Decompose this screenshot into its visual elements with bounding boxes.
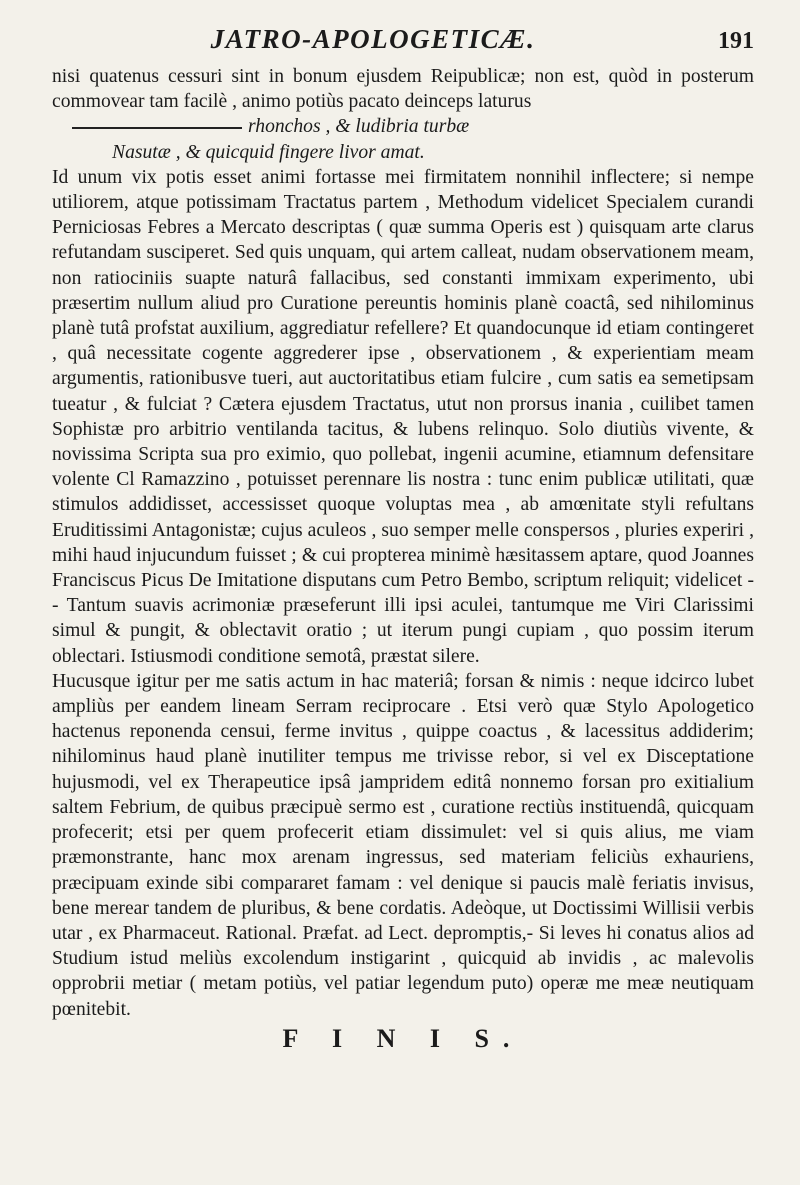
paragraph-main: Id unum vix potis esset animi fortasse mei firmitatem nonnihil inflectere; si nempe utiliorem, atque potissimam Tractatus partem , Methodum videlicet Specialem curandi Perniciosas Febres a Mercato descriptas ( quæ summa Operis est ) quisquam arte clarus refutandam susciperet. Sed quis unquam, qui artem calleat, nudam observationem meam, non ratiociniis suapte naturâ fallacibus, sed constanti immixam experimento, ubi præsertim nullum aliud pro Curatione pereuntis hominis planè coactâ, sed nihilominus planè tutâ profstat auxilium, aggrediatur refellere? Et quandocunque id etiam contingeret , quâ necessitate cogente aggrederer ipse , observationem , & experientiam meam argumentis, rationibusve tueri, aut auctoritatibus etiam fulcire , cum satis ea semetipsam tueatur , & fulciat ? Cætera ejusdem Tractatus, utut non prorsus inania , cuilibet tamen Sophistæ pro arbitrio ventilanda tacitus, & lubens relinquo. Solo diutiùs vivente, & novissima Scripta sua pro eximio, quo pollebat, ingenii acumine, etiamnum defensitare volente Cl Ramazzino , potuisset perennare lis nostra : tunc enim publicæ utilitati, quæ stimulos addidisset, accessisset quoque voluptas mea , ab amœnitate styli refultans Eruditissimi Antagonistæ; cujus aculeos , suo semper melle conspersos , pluries experiri , mihi haud injucundum fuisset ; & cui propterea minimè hæsitassem aptare, quod Joannes Franciscus Picus De Imitatione disputans cum Petro Bembo, scriptum reliquit; videlicet -- Tantum suavis acrimoniæ præseferunt illi ipsi aculei, tantumque me Viri Clarissimi simul & pungit, & oblectavit oratio ; ut iterum pungi cupiam , quo possim iterum oblectari. Istiusmodi conditione semotâ, præstat silere. (52, 166, 754, 667)
verse-line-1 (52, 114, 754, 139)
paragraph-closing: Hucusque igitur per me satis actum in hac materiâ; forsan & nimis : neque idcirco lubet ampliùs per eandem lineam Serram reciprocare . Etsi verò quæ Stylo Apologetico hactenus reponenda censui, ferme invitus , quippe coactus , & lacessitus addiderim; nihilominus haud planè inutiliter tempus me trivisse rebor, si vel ex Disceptatione hujusmodi, vel ex Therapeutice ipsâ jampridem editâ nonnemo forsan pro exitialium saltem Febrium, de quibus præcipuè sermo est , curatione rectiùs instituendâ, quicquam profecerit; etsi per quem profecerit etiam dissimulet: vel si quis alius, me viam præmonstrante, hanc mox arenam ingressus, sed materiam feliciùs exhauriens, præcipuam exinde sibi compararet famam : vel denique si paucis malè feriatis invisus, bene merear tandem de pluribus, & bene cordatis. Adeòque, ut Doctissimi Willisii verbis utar , ex Pharmaceut. Rational. Præfat. ad Lect. depromptis,- Si leves hi conatus alios ad Studium istud meliùs excolendum instigarint , quicquid ab invidis , ac malevolis opprobrii metiar ( metam potiùs, vel patiar legendum puto) operæ me meæ neutiquam pœnitebit. (52, 670, 754, 1020)
running-title: JATRO-APOLOGETICÆ. (210, 24, 536, 54)
paragraph-opening: nisi quatenus cessuri sint in bonum ejusdem Reipublicæ; non est, quòd in posterum commovear tam facilè , animo potiùs pacato deinceps laturus (52, 66, 754, 113)
body-text (52, 64, 754, 1022)
page-header (52, 18, 754, 64)
verse-line-2: Nasutæ , & quicquid fingere livor amat. (112, 141, 425, 163)
verse-line-1-text: rhonchos , & ludibria turbæ (248, 116, 470, 138)
page-number: 191 (718, 28, 754, 54)
verse-dash (72, 127, 242, 129)
finis: F I N I S. (282, 1023, 524, 1053)
